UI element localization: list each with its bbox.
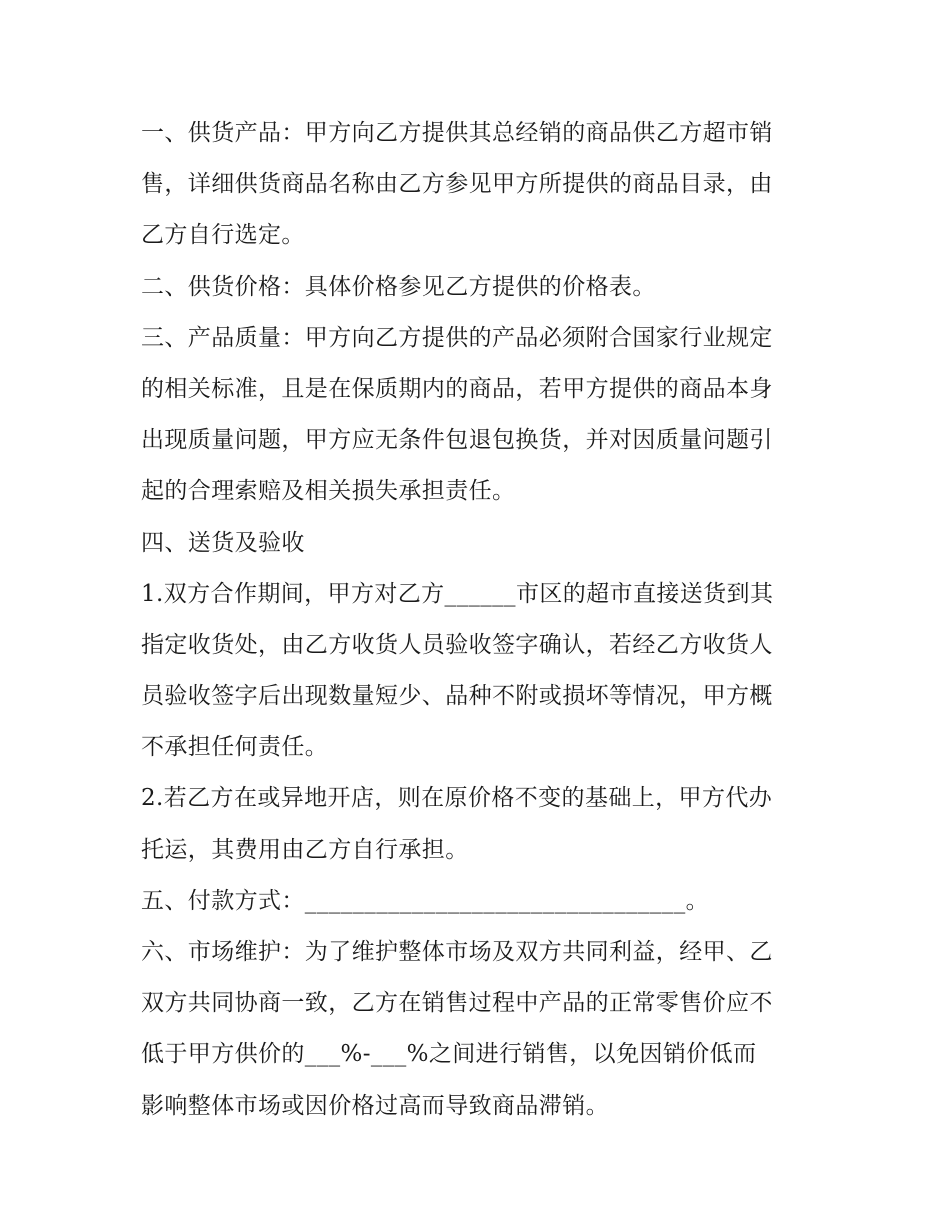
text-line: 三、产品质量：甲方向乙方提供的产品必须附合国家行业规定 <box>141 324 773 351</box>
text-line: 二、供货价格：具体价格参见乙方提供的价格表。 <box>141 273 656 300</box>
text-line: 托运，其费用由乙方自行承担。 <box>141 836 469 863</box>
text-line: 一、供货产品：甲方向乙方提供其总经销的商品供乙方超市销 <box>141 120 773 146</box>
text-line: 不承担任何责任。 <box>141 734 329 761</box>
text-line: 乙方自行选定。 <box>141 222 305 249</box>
contract-body-text <box>141 108 813 1132</box>
text-line: 起的合理索赔及相关损失承担责任。 <box>141 478 516 505</box>
text-line: 员验收签字后出现数量短少、品种不附或损坏等情况，甲方概 <box>141 683 773 710</box>
text-line: 六、市场维护：为了维护整体市场及双方共同利益，经甲、乙 <box>141 939 773 965</box>
text-line: 指定收货处，由乙方收货人员验收签字确认，若经乙方收货人 <box>141 631 773 658</box>
text-line: 的相关标准，且是在保质期内的商品，若甲方提供的商品本身 <box>141 375 773 402</box>
section-heading: 四、送货及验收 <box>141 529 305 556</box>
text-line: 低于甲方供价的___%-___%之间进行销售，以免因销价低而 <box>141 1041 757 1068</box>
text-line: 1.双方合作期间，甲方对乙方______市区的超市直接送货到其 <box>141 580 774 607</box>
text-line: 影响整体市场或因价格过高而导致商品滞销。 <box>141 1092 609 1119</box>
text-line: 2.若乙方在或异地开店，则在原价格不变的基础上，甲方代办 <box>141 785 773 812</box>
text-line: 出现质量问题，甲方应无条件包退包换货，并对因质量问题引 <box>141 427 773 454</box>
text-line: 双方共同协商一致，乙方在销售过程中产品的正常零售价应不 <box>141 990 773 1017</box>
text-line: 售，详细供货商品名称由乙方参见甲方所提供的商品目录，由 <box>141 171 773 198</box>
payment-method-line: 五、付款方式：________________________________。 <box>141 887 709 914</box>
